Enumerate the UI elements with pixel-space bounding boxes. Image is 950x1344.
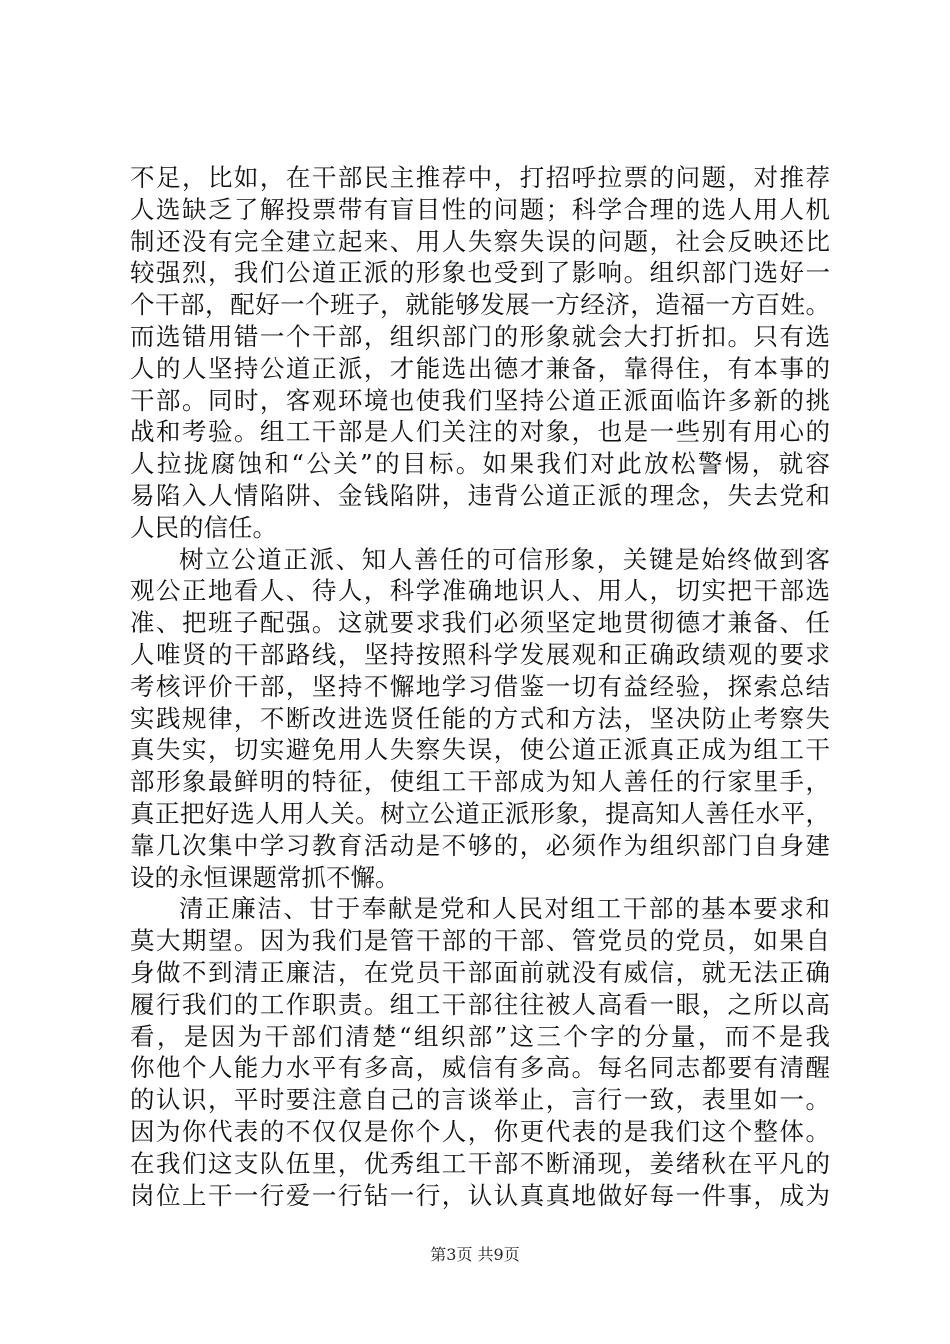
text-line: 人的人坚持公道正派，才能选出德才兼备，靠得住，有本事的 — [130, 353, 830, 383]
text-line: 你他个人能力水平有多高，威信有多高。每名同志都要有清醒 — [130, 1053, 830, 1083]
text-line: 因为你代表的不仅仅是你个人，你更代表的是我们这个整体。 — [130, 1116, 830, 1146]
text-line: 设的永恒课题常抓不懈。 — [130, 862, 400, 892]
text-line: 战和考验。组工干部是人们关注的对象，也是一些别有用心的 — [130, 417, 830, 447]
text-line: 实践规律，不断改进选贤任能的方式和方法，坚决防止考察失 — [130, 703, 830, 733]
text-line: 岗位上干一行爱一行钻一行，认认真真地做好每一件事，成为 — [130, 1180, 830, 1210]
text-line: 较强烈，我们公道正派的形象也受到了影响。组织部门选好一 — [130, 258, 830, 288]
text-line: 莫大期望。因为我们是管干部的干部、管党员的党员，如果自 — [130, 926, 830, 956]
text-line: 观公正地看人、待人，科学准确地识人、用人，切实把干部选 — [130, 576, 830, 606]
text-line: 准、把班子配强。这就要求我们必须坚定地贯彻德才兼备、任 — [130, 608, 830, 638]
body-text — [130, 162, 830, 1211]
text-line: 身做不到清正廉洁，在党员干部面前就没有威信，就无法正确 — [130, 957, 830, 987]
text-line: 履行我们的工作职责。组工干部往往被人高看一眼，之所以高 — [130, 989, 830, 1019]
text-line: 在我们这支队伍里，优秀组工干部不断涌现，姜绪秋在平凡的 — [130, 1148, 830, 1178]
text-line: 真正把好选人用人关。树立公道正派形象，提高知人善任水平， — [130, 798, 830, 828]
text-line: 真失实，切实避免用人失察失误，使公道正派真正成为组工干 — [130, 735, 830, 765]
text-line: 个干部，配好一个班子，就能够发展一方经济，造福一方百姓。 — [130, 290, 830, 320]
text-line: 易陷入人情陷阱、金钱陷阱，违背公道正派的理念，失去党和 — [130, 480, 830, 510]
text-line: 人拉拢腐蚀和“公关”的目标。如果我们对此放松警惕，就容 — [130, 449, 830, 479]
text-line: 部形象最鲜明的特征，使组工干部成为知人善任的行家里手， — [130, 767, 830, 797]
text-line: 不足，比如，在干部民主推荐中，打招呼拉票的问题，对推荐 — [130, 163, 830, 192]
text-line: 制还没有完全建立起来、用人失察失误的问题，社会反映还比 — [130, 226, 830, 256]
page-number-footer: 第3页 共9页 — [430, 1245, 520, 1264]
paragraph-start-line: 清正廉洁、甘于奉献是党和人民对组工干部的基本要求和 — [179, 894, 830, 924]
text-line: 而选错用错一个干部，组织部门的形象就会大打折扣。只有选 — [130, 321, 830, 351]
text-line: 人选缺乏了解投票带有盲目性的问题；科学合理的选人用人机 — [130, 194, 830, 224]
text-line: 看，是因为干部们清楚“组织部”这三个字的分量，而不是我 — [130, 1021, 830, 1051]
text-line: 人民的信任。 — [130, 512, 277, 542]
paragraph-start-line: 树立公道正派、知人善任的可信形象，关键是始终做到客 — [179, 544, 830, 574]
text-line: 靠几次集中学习教育活动是不够的，必须作为组织部门自身建 — [130, 830, 830, 860]
text-line: 考核评价干部，坚持不懈地学习借鉴一切有益经验，探索总结 — [130, 671, 830, 701]
text-line: 干部。同时，客观环境也使我们坚持公道正派面临许多新的挑 — [130, 385, 830, 415]
text-line: 人唯贤的干部路线，坚持按照科学发展观和正确政绩观的要求 — [130, 639, 830, 669]
text-line: 的认识，平时要注意自己的言谈举止，言行一致，表里如一。 — [130, 1085, 830, 1115]
